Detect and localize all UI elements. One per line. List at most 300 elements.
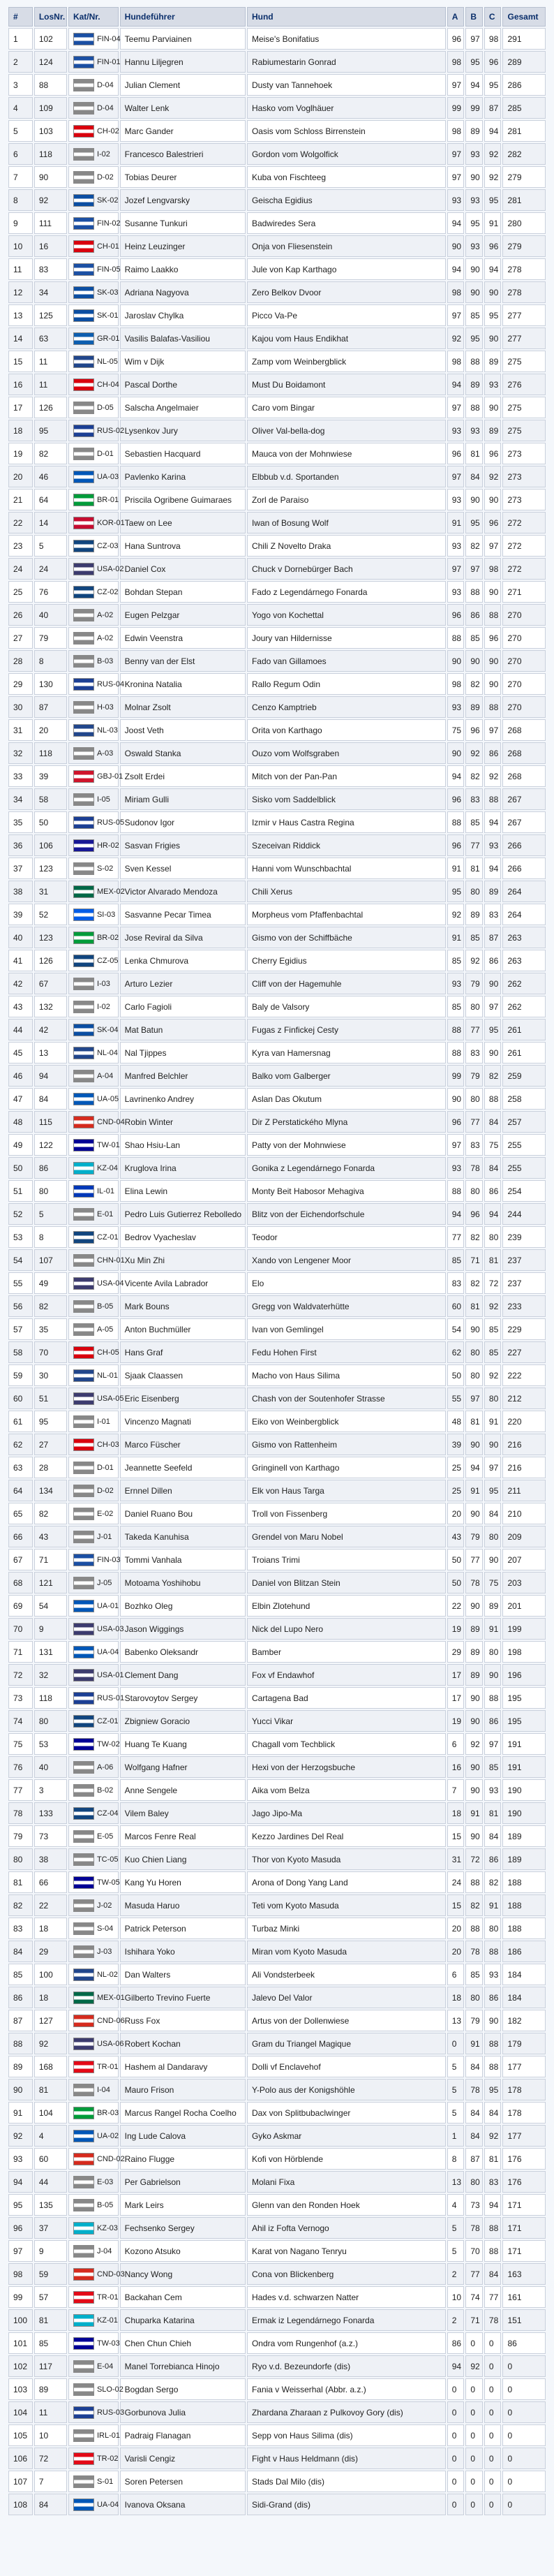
cell-score-a: 97 bbox=[447, 1134, 465, 1156]
cell-total: 285 bbox=[502, 97, 546, 119]
cell-place: 6 bbox=[8, 143, 33, 165]
cell-los: 20 bbox=[34, 719, 67, 741]
cell-total: 272 bbox=[502, 558, 546, 580]
table-row bbox=[8, 1019, 546, 1040]
table-row bbox=[8, 627, 546, 649]
category-code: TW-05 bbox=[96, 1878, 120, 1887]
cell-dog: Miran vom Kyoto Masuda bbox=[247, 1941, 446, 1962]
cell-category bbox=[68, 1480, 119, 1501]
cell-category bbox=[68, 1871, 119, 1893]
cell-los: 130 bbox=[34, 673, 67, 695]
header-handler[interactable]: Hundeführer bbox=[120, 7, 246, 27]
category-code: D-04 bbox=[96, 80, 114, 89]
cell-score-a: 48 bbox=[447, 1411, 465, 1432]
cell-place: 63 bbox=[8, 1457, 33, 1478]
header-category[interactable]: Kat/Nr. bbox=[68, 7, 119, 27]
cell-handler: Lavrinenko Andrey bbox=[120, 1088, 246, 1110]
country-flag-icon bbox=[73, 378, 94, 391]
cell-dog: Kajou vom Haus Endikhat bbox=[247, 327, 446, 349]
cell-total: 255 bbox=[502, 1134, 546, 1156]
country-flag-icon bbox=[73, 2107, 94, 2119]
cell-handler: Raino Flugge bbox=[120, 2148, 246, 2170]
cell-score-b: 77 bbox=[465, 1111, 483, 1133]
cell-los: 18 bbox=[34, 1987, 67, 2008]
cell-handler: Victor Alvarado Mendoza bbox=[120, 881, 246, 902]
category-code: CND-02 bbox=[96, 2154, 125, 2163]
country-flag-icon bbox=[73, 1715, 94, 1728]
category-code: CH-04 bbox=[96, 380, 119, 389]
cell-category bbox=[68, 1272, 124, 1294]
cell-dog: Picco Va-Pe bbox=[247, 304, 446, 326]
cell-los: 22 bbox=[34, 1894, 67, 1916]
cell-score-a: 88 bbox=[447, 1180, 465, 1202]
cell-score-b: 90 bbox=[465, 1710, 483, 1732]
cell-category bbox=[68, 627, 119, 649]
table-row bbox=[8, 2033, 546, 2054]
cell-total: 272 bbox=[502, 512, 546, 533]
cell-handler: Chuparka Katarina bbox=[120, 2309, 246, 2331]
cell-category bbox=[68, 1157, 119, 1179]
cell-total: 189 bbox=[502, 1825, 546, 1847]
cell-dog: Sisko vom Saddelblick bbox=[247, 788, 446, 810]
cell-place: 23 bbox=[8, 535, 33, 557]
cell-score-c: 80 bbox=[484, 1226, 502, 1248]
cell-score-b: 90 bbox=[465, 281, 483, 303]
table-row bbox=[8, 1111, 546, 1133]
cell-handler: Manfred Belchler bbox=[120, 1065, 246, 1087]
table-row bbox=[8, 374, 546, 395]
table-row bbox=[8, 212, 546, 234]
cell-handler: Tommi Vanhala bbox=[120, 1549, 246, 1570]
cell-category bbox=[68, 351, 119, 372]
cell-category bbox=[68, 1549, 119, 1570]
category-code: KZ-03 bbox=[96, 2223, 118, 2232]
header-dog[interactable]: Hund bbox=[247, 7, 446, 27]
cell-total: 188 bbox=[502, 1894, 546, 1916]
cell-score-c: 88 bbox=[484, 788, 502, 810]
cell-total: 281 bbox=[502, 189, 546, 211]
cell-category bbox=[68, 996, 119, 1017]
cell-score-a: 97 bbox=[447, 166, 465, 188]
table-row bbox=[8, 489, 546, 510]
cell-total: 179 bbox=[502, 2033, 546, 2054]
cell-dog: Fado van Gillamoes bbox=[247, 650, 446, 672]
cell-total: 291 bbox=[502, 28, 546, 50]
cell-score-b: 94 bbox=[465, 74, 483, 96]
cell-handler: Salscha Angelmaier bbox=[120, 397, 246, 418]
cell-dog: Onja von Fliesenstein bbox=[247, 235, 446, 257]
cell-total: 273 bbox=[502, 489, 546, 510]
cell-handler: Mat Batun bbox=[120, 1019, 246, 1040]
cell-total: 263 bbox=[502, 950, 546, 971]
category-code: E-04 bbox=[96, 2362, 114, 2371]
country-flag-icon bbox=[73, 1623, 94, 1635]
cell-los: 14 bbox=[34, 512, 67, 533]
cell-handler: Hana Suntrova bbox=[120, 535, 246, 557]
category-code: CZ-05 bbox=[96, 956, 119, 965]
cell-score-a: 93 bbox=[447, 581, 465, 603]
category-code: TC-05 bbox=[96, 1855, 119, 1864]
cell-los: 123 bbox=[34, 927, 67, 948]
country-flag-icon bbox=[73, 2268, 94, 2281]
country-flag-icon bbox=[73, 1047, 94, 1059]
cell-total: 278 bbox=[502, 281, 546, 303]
table-row bbox=[8, 2125, 546, 2147]
cell-score-b: 82 bbox=[465, 1226, 483, 1248]
country-flag-icon bbox=[73, 171, 94, 184]
country-flag-icon bbox=[73, 1508, 94, 1520]
cell-score-b: 78 bbox=[465, 2079, 483, 2100]
cell-handler: Nancy Wong bbox=[120, 2263, 246, 2285]
category-code: GR-01 bbox=[96, 334, 120, 343]
cell-los: 4 bbox=[34, 2125, 67, 2147]
table-row bbox=[8, 2494, 546, 2515]
cell-score-c: 89 bbox=[484, 1595, 502, 1617]
table-row bbox=[8, 1272, 546, 1294]
country-flag-icon bbox=[73, 678, 94, 691]
cell-dog: Ondra vom Rungenhof (a.z.) bbox=[247, 2332, 446, 2354]
header-los[interactable]: LosNr. bbox=[34, 7, 67, 27]
cell-total: 188 bbox=[502, 1871, 546, 1893]
cell-handler: Bedrov Vyacheslav bbox=[120, 1226, 246, 1248]
category-code: KZ-01 bbox=[96, 2316, 118, 2325]
cell-score-c: 92 bbox=[484, 1295, 502, 1317]
cell-handler: Marc Gander bbox=[120, 120, 246, 142]
cell-score-b: 90 bbox=[465, 1779, 483, 1801]
cell-category bbox=[68, 2355, 119, 2377]
country-flag-icon bbox=[73, 1438, 94, 1451]
cell-score-a: 98 bbox=[447, 120, 465, 142]
cell-total: 264 bbox=[502, 904, 546, 925]
cell-score-a: 97 bbox=[447, 466, 465, 487]
cell-score-a: 5 bbox=[447, 2079, 465, 2100]
cell-place: 108 bbox=[8, 2494, 33, 2515]
cell-los: 102 bbox=[34, 28, 67, 50]
cell-score-c: 0 bbox=[484, 2332, 502, 2354]
table-row bbox=[8, 996, 546, 1017]
cell-handler: Mark Bouns bbox=[120, 1295, 246, 1317]
country-flag-icon bbox=[73, 862, 94, 875]
cell-score-b: 77 bbox=[465, 834, 483, 856]
category-code: BR-01 bbox=[96, 495, 119, 504]
cell-category bbox=[68, 258, 119, 280]
cell-los: 63 bbox=[34, 327, 67, 349]
cell-place: 24 bbox=[8, 558, 33, 580]
cell-place: 7 bbox=[8, 166, 33, 188]
category-code: RUS-01 bbox=[96, 1693, 125, 1702]
cell-los: 38 bbox=[34, 1848, 67, 1870]
category-code: FIN-01 bbox=[96, 57, 121, 66]
cell-dog: Elk von Haus Targa bbox=[247, 1480, 446, 1501]
category-code: MEX-02 bbox=[96, 887, 125, 896]
cell-score-b: 77 bbox=[465, 1549, 483, 1570]
cell-total: 255 bbox=[502, 1157, 546, 1179]
cell-score-a: 13 bbox=[447, 2010, 465, 2031]
cell-score-c: 94 bbox=[484, 2194, 502, 2216]
category-code: D-05 bbox=[96, 403, 114, 412]
country-flag-icon bbox=[73, 1554, 94, 1566]
cell-handler: Taew on Lee bbox=[120, 512, 246, 533]
cell-place: 73 bbox=[8, 1687, 33, 1709]
table-row bbox=[8, 1710, 546, 1732]
cell-score-b: 0 bbox=[465, 2471, 483, 2492]
cell-total: 239 bbox=[502, 1226, 546, 1248]
cell-handler: Daniel Ruano Bou bbox=[120, 1503, 246, 1524]
cell-handler: Vicente Avila Labrador bbox=[120, 1272, 246, 1294]
cell-handler: Padraig Flanagan bbox=[120, 2424, 246, 2446]
cell-dog: Baly de Valsory bbox=[247, 996, 446, 1017]
cell-dog: Dusty van Tannehoek bbox=[247, 74, 446, 96]
cell-los: 79 bbox=[34, 627, 67, 649]
cell-los: 46 bbox=[34, 466, 67, 487]
cell-category bbox=[68, 1779, 119, 1801]
cell-dog: Fedu Hohen First bbox=[247, 1341, 446, 1363]
cell-dog: Fania v Weisserhal (Abbr. a.z.) bbox=[247, 2378, 446, 2400]
cell-dog: Gismo von der Schiffbäche bbox=[247, 927, 446, 948]
country-flag-icon bbox=[73, 1853, 94, 1866]
cell-score-c: 95 bbox=[484, 74, 502, 96]
cell-category bbox=[68, 189, 119, 211]
cell-los: 100 bbox=[34, 1964, 67, 1985]
cell-los: 9 bbox=[34, 2240, 67, 2262]
cell-score-a: 50 bbox=[447, 1364, 465, 1386]
cell-handler: Tobias Deurer bbox=[120, 166, 246, 188]
cell-score-a: 97 bbox=[447, 143, 465, 165]
cell-los: 8 bbox=[34, 650, 67, 672]
cell-los: 50 bbox=[34, 811, 67, 833]
cell-score-a: 85 bbox=[447, 950, 465, 971]
cell-score-c: 82 bbox=[484, 1871, 502, 1893]
cell-score-b: 91 bbox=[465, 2033, 483, 2054]
cell-total: 188 bbox=[502, 1918, 546, 1939]
cell-handler: Priscila Ogribene Guimaraes bbox=[120, 489, 246, 510]
country-flag-icon bbox=[73, 2314, 94, 2327]
cell-category bbox=[68, 1226, 119, 1248]
cell-score-b: 80 bbox=[465, 1180, 483, 1202]
cell-score-c: 95 bbox=[484, 1019, 502, 1040]
cell-handler: Teemu Parviainen bbox=[120, 28, 246, 50]
country-flag-icon bbox=[73, 2130, 94, 2142]
cell-score-c: 88 bbox=[484, 2056, 502, 2077]
cell-dog: Dolli vf Enclavehof bbox=[247, 2056, 446, 2077]
country-flag-icon bbox=[73, 1531, 94, 1543]
cell-score-b: 93 bbox=[465, 420, 483, 441]
country-flag-icon bbox=[73, 1738, 94, 1751]
cell-total: 177 bbox=[502, 2056, 546, 2077]
cell-handler: Marcus Rangel Rocha Coelho bbox=[120, 2102, 246, 2124]
category-code: CH-01 bbox=[96, 242, 119, 251]
cell-handler: Kuo Chien Liang bbox=[120, 1848, 246, 1870]
cell-score-b: 82 bbox=[465, 535, 483, 557]
cell-handler: Hannu Liljegren bbox=[120, 51, 246, 73]
cell-score-c: 93 bbox=[484, 1779, 502, 1801]
cell-total: 277 bbox=[502, 327, 546, 349]
cell-total: 277 bbox=[502, 304, 546, 326]
category-code: BR-02 bbox=[96, 933, 119, 942]
cell-dog: Glenn van den Ronden Hoek bbox=[247, 2194, 446, 2216]
cell-los: 106 bbox=[34, 834, 67, 856]
cell-score-c: 96 bbox=[484, 443, 502, 464]
cell-place: 55 bbox=[8, 1272, 33, 1294]
cell-score-c: 93 bbox=[484, 1964, 502, 1985]
cell-place: 53 bbox=[8, 1226, 33, 1248]
cell-score-b: 90 bbox=[465, 1825, 483, 1847]
cell-score-b: 88 bbox=[465, 351, 483, 372]
cell-los: 11 bbox=[34, 351, 67, 372]
category-code: I-02 bbox=[96, 149, 110, 159]
cell-place: 36 bbox=[8, 834, 33, 856]
cell-total: 184 bbox=[502, 1987, 546, 2008]
cell-score-b: 80 bbox=[465, 881, 483, 902]
table-row bbox=[8, 904, 546, 925]
cell-handler: Zsolt Erdei bbox=[120, 765, 246, 787]
cell-category bbox=[68, 420, 125, 441]
cell-score-c: 92 bbox=[484, 466, 502, 487]
country-flag-icon bbox=[73, 2452, 94, 2465]
category-code: UA-04 bbox=[96, 1647, 119, 1656]
header-place[interactable]: # bbox=[8, 7, 33, 27]
cell-score-b: 80 bbox=[465, 1987, 483, 2008]
cell-handler: Sasvan Frigies bbox=[120, 834, 246, 856]
category-code: A-02 bbox=[96, 633, 114, 642]
cell-handler: Daniel Cox bbox=[120, 558, 246, 580]
cell-score-c: 90 bbox=[484, 581, 502, 603]
cell-category bbox=[68, 2010, 125, 2031]
cell-score-c: 96 bbox=[484, 235, 502, 257]
country-flag-icon bbox=[73, 1646, 94, 1658]
cell-dog: Stads Dal Milo (dis) bbox=[247, 2471, 446, 2492]
country-flag-icon bbox=[73, 240, 94, 253]
cell-place: 105 bbox=[8, 2424, 33, 2446]
table-row bbox=[8, 1664, 546, 1686]
cell-total: 271 bbox=[502, 581, 546, 603]
cell-dog: Nick del Lupo Nero bbox=[247, 1618, 446, 1640]
cell-score-a: 93 bbox=[447, 1157, 465, 1179]
cell-total: 210 bbox=[502, 1503, 546, 1524]
country-flag-icon bbox=[73, 1093, 94, 1105]
cell-score-c: 0 bbox=[484, 2494, 502, 2515]
category-code: I-04 bbox=[96, 2085, 110, 2094]
table-row bbox=[8, 1042, 546, 1063]
country-flag-icon bbox=[73, 2245, 94, 2258]
cell-score-b: 95 bbox=[465, 212, 483, 234]
cell-total: 237 bbox=[502, 1272, 546, 1294]
cell-place: 31 bbox=[8, 719, 33, 741]
category-code: SK-04 bbox=[96, 1025, 119, 1034]
cell-score-b: 84 bbox=[465, 2125, 483, 2147]
cell-place: 97 bbox=[8, 2240, 33, 2262]
country-flag-icon bbox=[73, 102, 94, 115]
cell-score-b: 71 bbox=[465, 1249, 483, 1271]
cell-total: 177 bbox=[502, 2125, 546, 2147]
cell-score-c: 97 bbox=[484, 1457, 502, 1478]
cell-score-a: 86 bbox=[447, 2332, 465, 2354]
cell-score-a: 0 bbox=[447, 2378, 465, 2400]
cell-total: 244 bbox=[502, 1203, 546, 1225]
cell-score-b: 85 bbox=[465, 927, 483, 948]
cell-category bbox=[68, 1180, 119, 1202]
cell-dog: Hasko vom Voglhäuer bbox=[247, 97, 446, 119]
cell-score-c: 95 bbox=[484, 189, 502, 211]
country-flag-icon bbox=[73, 1669, 94, 1681]
cell-handler: Sjaak Claassen bbox=[120, 1364, 246, 1386]
cell-los: 92 bbox=[34, 189, 67, 211]
category-code: J-05 bbox=[96, 1578, 112, 1587]
cell-handler: Kruglova Irina bbox=[120, 1157, 246, 1179]
cell-los: 109 bbox=[34, 97, 67, 119]
cell-score-b: 78 bbox=[465, 1572, 483, 1594]
cell-place: 90 bbox=[8, 2079, 33, 2100]
cell-category bbox=[68, 2309, 119, 2331]
header-total[interactable]: Gesamt bbox=[502, 7, 546, 27]
cell-score-c: 88 bbox=[484, 1941, 502, 1962]
header-a[interactable]: A bbox=[447, 7, 465, 27]
cell-dog: Geischa Egidius bbox=[247, 189, 446, 211]
cell-score-a: 94 bbox=[447, 2355, 465, 2377]
cell-place: 34 bbox=[8, 788, 33, 810]
cell-score-c: 90 bbox=[484, 397, 502, 418]
cell-category bbox=[68, 1894, 119, 1916]
cell-place: 78 bbox=[8, 1802, 33, 1824]
category-code: FIN-02 bbox=[96, 219, 121, 228]
country-flag-icon bbox=[73, 2222, 94, 2235]
cell-category bbox=[68, 120, 119, 142]
cell-category bbox=[68, 1802, 119, 1824]
cell-dog: Eiko von Weinbergblick bbox=[247, 1411, 446, 1432]
cell-handler: Huang Te Kuang bbox=[120, 1733, 246, 1755]
cell-total: 163 bbox=[502, 2263, 546, 2285]
country-flag-icon bbox=[73, 908, 94, 921]
cell-score-c: 86 bbox=[484, 742, 502, 764]
cell-place: 35 bbox=[8, 811, 33, 833]
cell-los: 70 bbox=[34, 1341, 67, 1363]
cell-place: 101 bbox=[8, 2332, 33, 2354]
cell-score-a: 18 bbox=[447, 1987, 465, 2008]
cell-los: 42 bbox=[34, 1019, 67, 1040]
cell-handler: Kozono Atsuko bbox=[120, 2240, 246, 2262]
cell-los: 11 bbox=[34, 374, 67, 395]
cell-total: 286 bbox=[502, 74, 546, 96]
cell-los: 121 bbox=[34, 1572, 67, 1594]
table-row bbox=[8, 535, 546, 557]
cell-place: 45 bbox=[8, 1042, 33, 1063]
cell-score-b: 89 bbox=[465, 1664, 483, 1686]
cell-handler: Eric Eisenberg bbox=[120, 1388, 246, 1409]
header-b[interactable]: B bbox=[465, 7, 483, 27]
country-flag-icon bbox=[73, 2176, 94, 2188]
header-c[interactable]: C bbox=[484, 7, 502, 27]
category-code: FIN-04 bbox=[96, 34, 121, 43]
cell-los: 133 bbox=[34, 1802, 67, 1824]
cell-handler: Jeannette Seefeld bbox=[120, 1457, 246, 1478]
cell-category bbox=[68, 1134, 119, 1156]
cell-category bbox=[68, 1756, 119, 1778]
cell-total: 264 bbox=[502, 881, 546, 902]
cell-score-a: 5 bbox=[447, 2240, 465, 2262]
cell-dog: Elbin Zlotehund bbox=[247, 1595, 446, 1617]
cell-score-c: 97 bbox=[484, 996, 502, 1017]
cell-score-a: 93 bbox=[447, 189, 465, 211]
cell-score-a: 6 bbox=[447, 1964, 465, 1985]
cell-dog: Gringinell von Karthago bbox=[247, 1457, 446, 1478]
cell-handler: Walter Lenk bbox=[120, 97, 246, 119]
country-flag-icon bbox=[73, 1415, 94, 1428]
category-code: D-02 bbox=[96, 1486, 114, 1495]
country-flag-icon bbox=[73, 1162, 94, 1175]
cell-score-a: 17 bbox=[447, 1687, 465, 1709]
cell-place: 54 bbox=[8, 1249, 33, 1271]
cell-handler: Jaroslav Chylka bbox=[120, 304, 246, 326]
